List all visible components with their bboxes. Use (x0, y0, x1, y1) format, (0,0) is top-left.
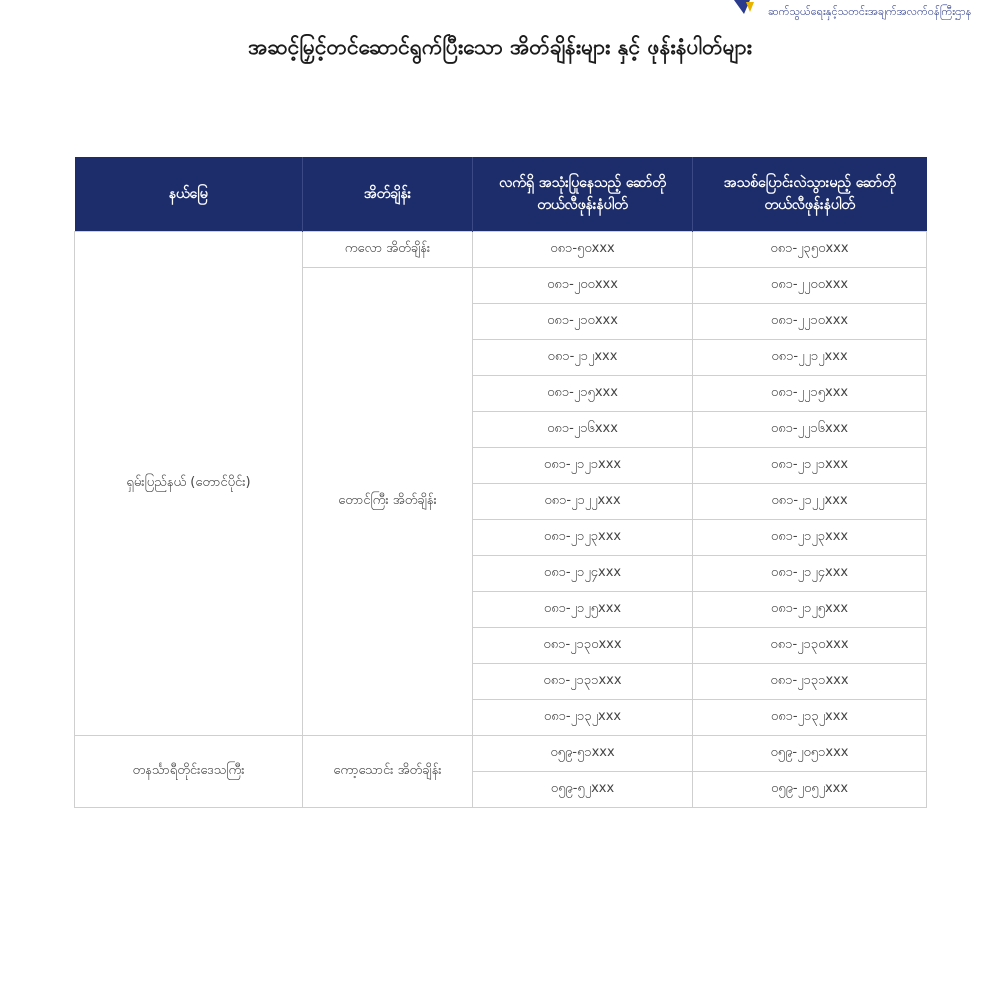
new-number-cell: ၀၈၁-၂၁၂၅xxx (693, 591, 927, 627)
logo-text: ဆက်သွယ်ရေးနှင့်သတင်းအချက်အလက်ဝန်ကြီးဌာန (768, 5, 972, 18)
ministry-logo (728, 0, 972, 28)
new-number-cell: ၀၈၁-၂၁၃၁xxx (693, 663, 927, 699)
current-number-cell: ၀၈၁-၂၁၂၂xxx (473, 483, 693, 519)
col-header-new-number: အသစ်ပြောင်းလဲသွားမည့် ဆော်တိုတယ်လီဖုန်းနံပါတ် (693, 157, 927, 231)
current-number-cell: ၀၈၁-၂၀၀xxx (473, 267, 693, 303)
exchange-cell: ကော့သောင်း အိတ်ချိန်း (303, 735, 473, 807)
new-number-cell: ၀၈၁-၂၁၃၂xxx (693, 699, 927, 735)
current-number-cell: ၀၈၁-၂၁၅xxx (473, 375, 693, 411)
region-cell: ရှမ်းပြည်နယ် (တောင်ပိုင်း) (75, 231, 303, 735)
new-number-cell: ၀၈၁-၂၃၅၀xxx (693, 231, 927, 267)
current-number-cell: ၀၈၁-၅၀xxx (473, 231, 693, 267)
new-number-cell: ၀၈၁-၂၂၀၀xxx (693, 267, 927, 303)
col-header-current-number: လက်ရှိ အသုံးပြုနေသည့် ဆော်တိုတယ်လီဖုန်းနံပါတ် (473, 157, 693, 231)
table-row (75, 231, 927, 267)
col-header-region: နယ်မြေ (75, 157, 303, 231)
current-number-cell: ၀၅၉-၅၁xxx (473, 735, 693, 771)
current-number-cell: ၀၅၉-၅၂xxx (473, 771, 693, 807)
new-number-cell: ၀၅၉-၂၀၅၁xxx (693, 735, 927, 771)
current-number-cell: ၀၈၁-၂၁၂၅xxx (473, 591, 693, 627)
new-number-cell: ၀၈၁-၂၁၂၃xxx (693, 519, 927, 555)
new-number-cell: ၀၈၁-၂၁၂၄xxx (693, 555, 927, 591)
current-number-cell: ၀၈၁-၂၁၂၃xxx (473, 519, 693, 555)
region-cell: တနင်္သာရီတိုင်းဒေသကြီး (75, 735, 303, 807)
current-number-cell: ၀၈၁-၂၁၀xxx (473, 303, 693, 339)
header-row (75, 157, 927, 231)
current-number-cell: ၀၈၁-၂၁၃၀xxx (473, 627, 693, 663)
new-number-cell: ၀၈၁-၂၂၁၂xxx (693, 339, 927, 375)
new-number-cell: ၀၈၁-၂၁၂၁xxx (693, 447, 927, 483)
exchange-cell: တောင်ကြီး အိတ်ချိန်း (303, 267, 473, 735)
exchange-cell: ကလော အိတ်ချိန်း (303, 231, 473, 267)
new-number-cell: ၀၈၁-၂၂၁၆xxx (693, 411, 927, 447)
new-number-cell: ၀၈၁-၂၂၁၅xxx (693, 375, 927, 411)
new-number-cell: ၀၈၁-၂၁၂၂xxx (693, 483, 927, 519)
exchange-number-table (74, 157, 927, 808)
emblem-icon (728, 0, 762, 22)
new-number-cell: ၀၈၁-၂၁၃၀xxx (693, 627, 927, 663)
new-number-cell: ၀၅၉-၂၀၅၂xxx (693, 771, 927, 807)
table-row (75, 735, 927, 771)
table-header (75, 157, 927, 231)
table-body (75, 231, 927, 807)
col-header-exchange: အိတ်ချိန်း (303, 157, 473, 231)
new-number-cell: ၀၈၁-၂၂၁၀xxx (693, 303, 927, 339)
current-number-cell: ၀၈၁-၂၁၂၄xxx (473, 555, 693, 591)
current-number-cell: ၀၈၁-၂၁၃၁xxx (473, 663, 693, 699)
page-title: အဆင့်မြှင့်တင်ဆောင်ရွက်ပြီးသော အိတ်ချိန်းများ နှင့် ဖုန်းနံပါတ်များ (248, 35, 752, 59)
current-number-cell: ၀၈၁-၂၁၆xxx (473, 411, 693, 447)
current-number-cell: ၀၈၁-၂၁၂xxx (473, 339, 693, 375)
current-number-cell: ၀၈၁-၂၁၃၂xxx (473, 699, 693, 735)
current-number-cell: ၀၈၁-၂၁၂၁xxx (473, 447, 693, 483)
